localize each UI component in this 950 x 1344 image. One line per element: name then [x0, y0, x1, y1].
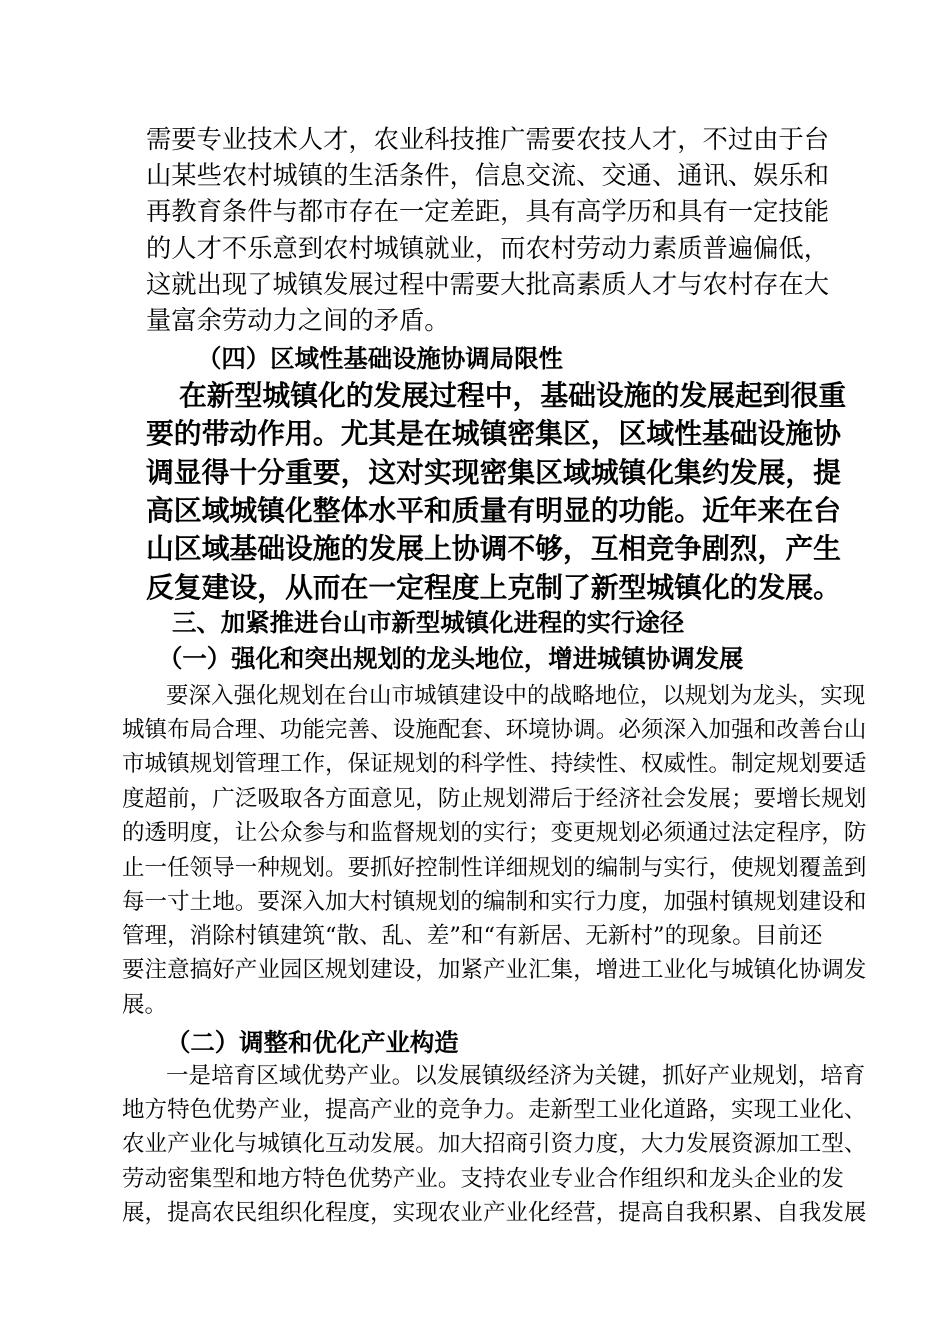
paragraph-line: 在新型城镇化的发展过程中，基础设施的发展起到很重: [179, 379, 847, 412]
paragraph-line: 农业产业化与城镇化互动发展。加大招商引资力度，大力发展资源加工型、: [122, 1131, 867, 1157]
paragraph-line: 市城镇规划管理工作，保证规划的科学性、持续性、权威性。制定规划要适: [122, 751, 867, 777]
paragraph-line: 管理，消除村镇建筑“散、乱、差”和“有新居、无新村”的现象。目前还: [122, 923, 823, 949]
paragraph-line: 要注意搞好产业园区规划建设，加紧产业汇集，增进工业化与城镇化协调发: [122, 957, 867, 983]
paragraph-line: 每一寸土地。要深入加大村镇规划的编制和实行力度，加强村镇规划建设和: [122, 889, 867, 915]
paragraph-line: 山区域基础设施的发展上协调不够，互相竞争剧烈，产生: [146, 532, 841, 565]
paragraph-line: 高区域城镇化整体水平和质量有明显的功能。近年来在台: [146, 494, 841, 527]
paragraph-line: 需要专业技术人才，农业科技推广需要农技人才，不过由于台: [146, 125, 830, 154]
section-heading: （四）区域性基础设施协调局限性: [197, 344, 563, 373]
paragraph-line: 再教育条件与都市存在一定差距，具有高学历和具有一定技能: [146, 197, 830, 226]
paragraph-line: 地方特色优势产业，提高产业的竞争力。走新型工业化道路，实现工业化、: [122, 1097, 867, 1123]
paragraph-line: 反复建设，从而在一定程度上克制了新型城镇化的发展。: [146, 571, 841, 604]
paragraph-line: 这就出现了城镇发展过程中需要大批高素质人才与农村存在大: [146, 270, 830, 299]
paragraph-line: 的人才不乐意到农村城镇就业，而农村劳动力素质普遍偏低，: [146, 234, 830, 263]
paragraph-line: 展。: [122, 992, 168, 1018]
paragraph-line: 山某些农村城镇的生活条件，信息交流、交通、通讯、娱乐和: [146, 161, 830, 190]
paragraph-line: 止一任领导一种规划。要抓好控制性详细规划的编制与实行，使规划覆盖到: [122, 855, 867, 881]
section-heading: （一）强化和突出规划的龙头地位，增进城镇协调发展: [158, 644, 744, 673]
paragraph-line: 展，提高农民组织化程度，实现农业产业化经营，提高自我积累、自我发展: [122, 1200, 867, 1226]
chapter-heading: 三、加紧推进台山市新型城镇化进程的实行途径: [172, 608, 685, 637]
paragraph-line: 城镇布局合理、功能完善、设施配套、环境协调。必须深入加强和改善台山: [122, 717, 867, 743]
paragraph-line: 的透明度，让公众参与和监督规划的实行；变更规划必须通过法定程序，防: [122, 820, 867, 846]
paragraph-line: 量富余劳动力之间的矛盾。: [146, 306, 450, 335]
section-heading: （二）调整和优化产业构造: [166, 1028, 459, 1057]
paragraph-line: 度超前，广泛吸取各方面意见，防止规划滞后于经济社会发展；要增长规划: [122, 786, 867, 812]
paragraph-line: 一是培育区域优势产业。以发展镇级经济为关键，抓好产业规划，培育: [166, 1063, 866, 1089]
paragraph-line: 要的带动作用。尤其是在城镇密集区，区域性基础设施协: [146, 417, 841, 450]
paragraph-line: 劳动密集型和地方特色优势产业。支持农业专业合作组织和龙头企业的发: [122, 1166, 844, 1192]
paragraph-line: 要深入强化规划在台山市城镇建设中的战略地位，以规划为龙头，实现: [166, 683, 866, 709]
paragraph-line: 调显得十分重要，这对实现密集区域城镇化集约发展，提: [146, 456, 841, 489]
